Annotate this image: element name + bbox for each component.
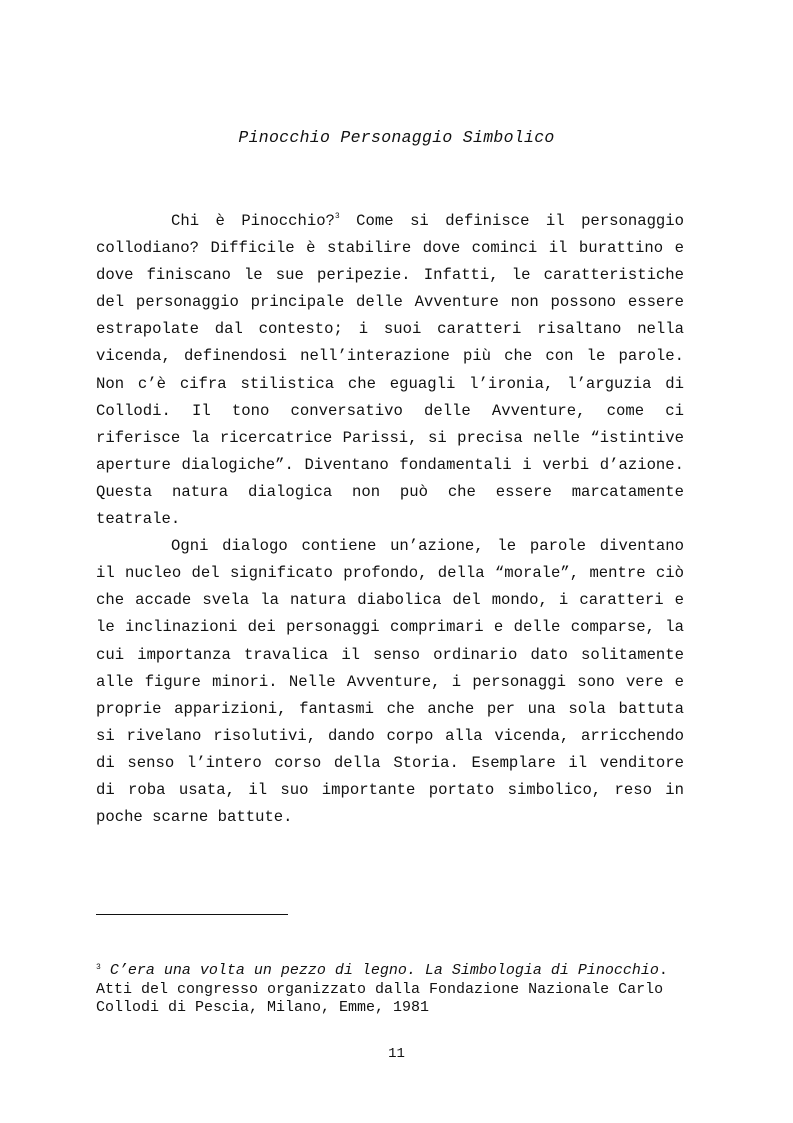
page-number: 11 xyxy=(388,1046,405,1062)
footnote-title: C’era una volta un pezzo di legno. La Simbologia di Pinocchio xyxy=(109,962,659,979)
footnote-text: . Atti del congresso organizzato dalla Fondazione Nazionale Carlo Collodi di Pescia, Milano, Emme, 1981 xyxy=(96,962,668,1016)
footnote-separator xyxy=(96,914,288,915)
body-text xyxy=(96,208,684,831)
footnote-reference: 3 xyxy=(334,212,340,221)
paragraph-1-rest: Come si definisce il personaggio collodiano? Difficile è stabilire dove cominci il burattino e dove finiscano le sue peripezie. Infatti, le caratteristiche del personaggio principale delle Avventure non possono essere estrapolate dal contesto; i suoi caratteri risaltano nella vicenda, definendosi nell’interazione più che con le parole. Non c’è cifra stilistica che eguagli l’ironia, l’arguzia di Collodi. Il tono conversativo delle Avventure, come ci riferisce la ricercatrice Parissi, si precisa nelle “istintive aperture dialogiche”. Diventano fondamentali i verbi d’azione. Questa natura dialogica non può che essere marcatamente teatrale. xyxy=(96,212,684,529)
footnote xyxy=(96,962,696,1018)
paragraph-1-lead: Chi è Pinocchio? xyxy=(171,212,335,230)
paragraph-1 xyxy=(96,208,684,533)
paragraph-2: Ogni dialogo contiene un’azione, le parole diventano il nucleo del significato profondo, della “morale”, mentre ciò che accade svela la natura diabolica del mondo, i caratteri e le inclinazioni dei personaggi comprimari e delle comparse, la cui importanza travalica il senso ordinario dato solitamente alle figure minori. Nelle Avventure, i personaggi sono vere e proprie apparizioni, fantasmi che anche per una sola battuta si rivelano risolutivi, dando corpo alla vicenda, arricchendo di senso l’intero corso della Storia. Esemplare il venditore di roba usata, il suo importante portato simbolico, reso in poche scarne battute. xyxy=(96,537,684,827)
page-title: Pinocchio Personaggio Simbolico xyxy=(238,128,555,147)
footnote-number: 3 xyxy=(96,963,101,972)
